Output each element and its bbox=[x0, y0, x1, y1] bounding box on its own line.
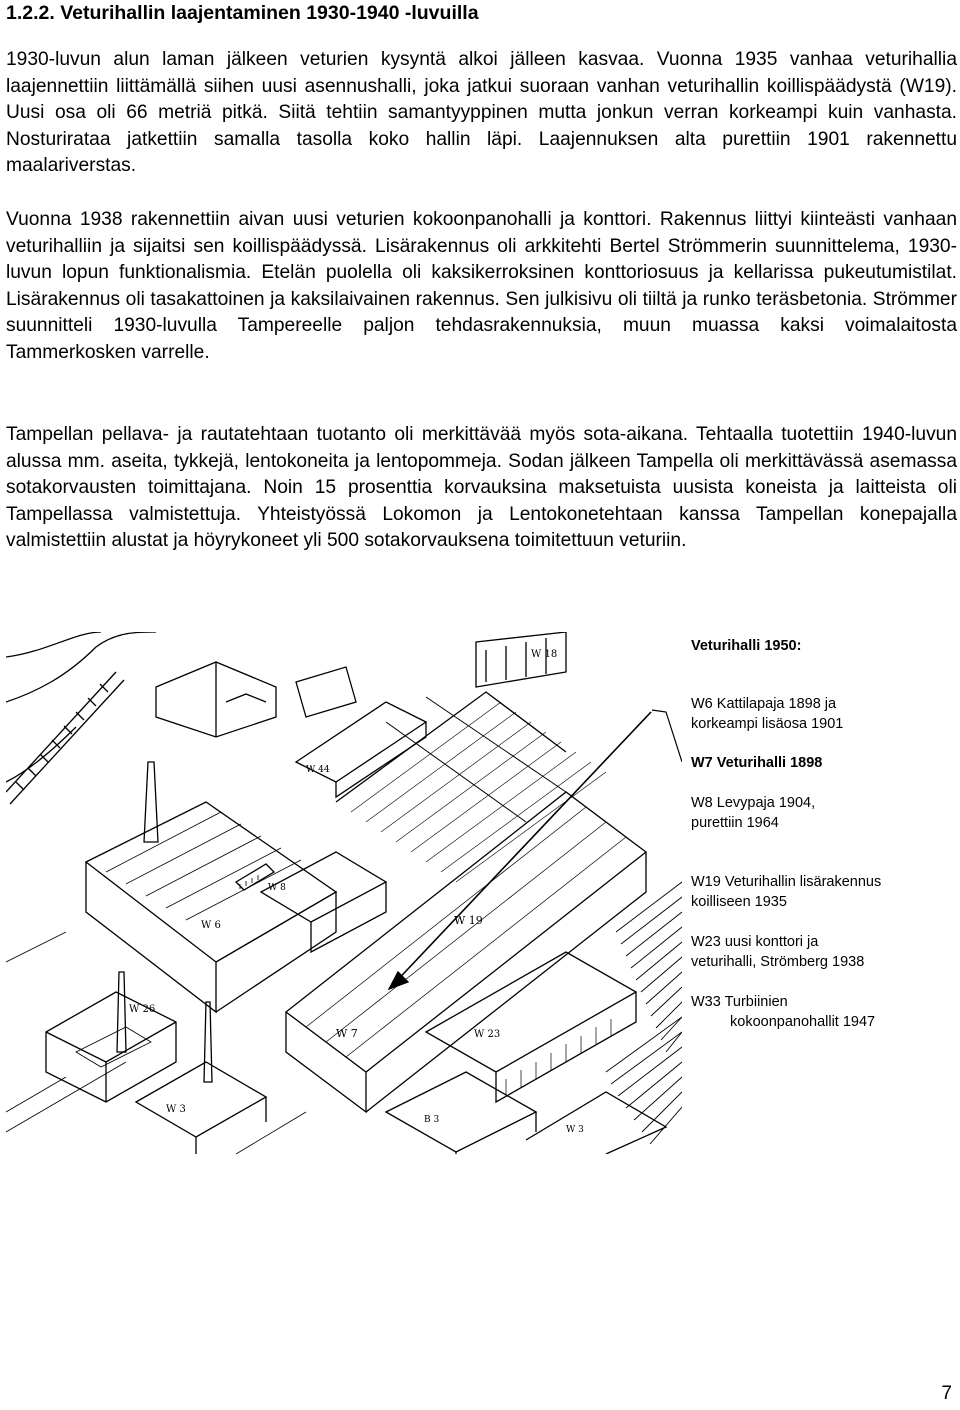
legend-item-w23 bbox=[691, 932, 864, 972]
paragraph-expansion-1935: 1930-luvun alun laman jälkeen veturien kysyntä alkoi jälleen kasvaa. Vuonna 1935 vanhaa veturihallia laajennettiin liittämällä siihen uusi asennushalli, joka jatkui suoraan vanhan veturihallin koillispäädystä (W19). Uusi osa oli 66 metriä pitkä. Siitä tehtiin samantyyppinen mutta jonkun verran korkeampi kuin vanhasta. Nosturirataa jatkettiin samalla tasolla koko hallin läpi. Laajennuksen alta purettiin 1901 rakennettu maalariverstas. bbox=[6, 49, 957, 176]
legend-item-w6 bbox=[691, 694, 843, 734]
legend-item-w23-line2: veturihalli, Strömberg 1938 bbox=[691, 954, 865, 970]
label-w18: W 18 bbox=[531, 649, 558, 660]
shed-roofs-hatching bbox=[606, 882, 682, 1144]
legend-item-w7 bbox=[691, 753, 822, 773]
legend-item-w33-line2: kokoonpanohallit 1947 bbox=[730, 1014, 876, 1030]
legend-item-w23-line1: W23 uusi konttori ja bbox=[691, 934, 819, 950]
paragraph-assembly-hall-1938: Vuonna 1938 rakennettiin aivan uusi veturien kokoonpanohalli ja konttori. Rakennus liittyi kiinteästi vanhaan veturihalliin ja sijaitsi sen koillispäädyssä. Lisärakennus oli arkkitehti Bertel Strömmerin suunnittelema, 1930-luvun lopun funktionalismia. Etelän puolella oli kaksikerroksinen konttoriosuus ja kellarissa pukeutumistilat. Lisärakennus oli tasakattoinen ja kaksilaivainen rakennus. Sen julkisivu oli tiiltä ja runko teräsbetonia. Strömmer suunnitteli 1930-luvulla Tampereelle paljon tehdasrakennuksia, muun muassa kaksi voimalaitosta Tammerkosken varrelle. bbox=[6, 209, 957, 363]
label-w7: W 7 bbox=[336, 1027, 358, 1040]
label-b3: B 3 bbox=[424, 1115, 440, 1125]
legend-title: Veturihalli 1950: bbox=[691, 638, 802, 654]
pointer-line-w7 bbox=[389, 712, 651, 989]
page-number: 7 bbox=[941, 1383, 952, 1404]
label-w3-right: W 3 bbox=[566, 1125, 584, 1135]
section-heading: 1.2.2. Veturihallin laajentaminen 1930-1940 -luvuilla bbox=[6, 2, 479, 24]
legend-item-w7-line1: W7 Veturihalli 1898 bbox=[691, 755, 823, 771]
paragraph-war-production: Tampellan pellava- ja rautatehtaan tuotanto oli merkittävää myös sota-aikana. Tehtaalla tuotettiin 1940-luvun alussa mm. aseita, tykkejä, lentokoneita ja lentopommeja. Sodan jälkeen Tampella oli merkittävässä asemassa sotakorvausten toimittajana. Noin 15 prosenttia korvauksina maksetuista uusista koneista ja laitteista oli Tampellassa valmistettuja. Yhteistyössä Lokomon ja Lentokonetehtaan kanssa Tampellan konepajalla valmistettiin alustat ja höyrykoneet yli 500 sotakorvauksena toimitettuun veturiin. bbox=[6, 424, 957, 551]
legend-item-w19-line1: W19 Veturihallin lisärakennus bbox=[691, 874, 882, 890]
label-w6: W 6 bbox=[201, 920, 221, 931]
legend-item-w33 bbox=[691, 992, 875, 1032]
legend-item-w33-line1: W33 Turbiinien bbox=[691, 994, 788, 1010]
label-w44: W 44 bbox=[306, 765, 330, 775]
legend-item-w8 bbox=[691, 793, 815, 833]
arrow-head-icon bbox=[389, 972, 408, 989]
legend-item-w6-line2: korkeampi lisäosa 1901 bbox=[691, 716, 844, 732]
label-w3: W 3 bbox=[166, 1104, 186, 1115]
label-w19: W 19 bbox=[454, 914, 483, 927]
label-w26: W 26 bbox=[129, 1004, 156, 1015]
legend-item-w19-line2: koilliseen 1935 bbox=[691, 894, 787, 910]
label-w8: W 8 bbox=[268, 883, 286, 893]
legend-item-w8-line2: purettiin 1964 bbox=[691, 815, 779, 831]
aerial-site-drawing bbox=[6, 632, 682, 1154]
legend-item-w19 bbox=[691, 872, 881, 912]
legend-item-w8-line1: W8 Levypaja 1904, bbox=[691, 795, 816, 811]
locomotive-hall bbox=[286, 692, 646, 1112]
legend-item-w6-line1: W6 Kattilapaja 1898 ja bbox=[691, 696, 837, 712]
label-w23: W 23 bbox=[474, 1029, 501, 1040]
